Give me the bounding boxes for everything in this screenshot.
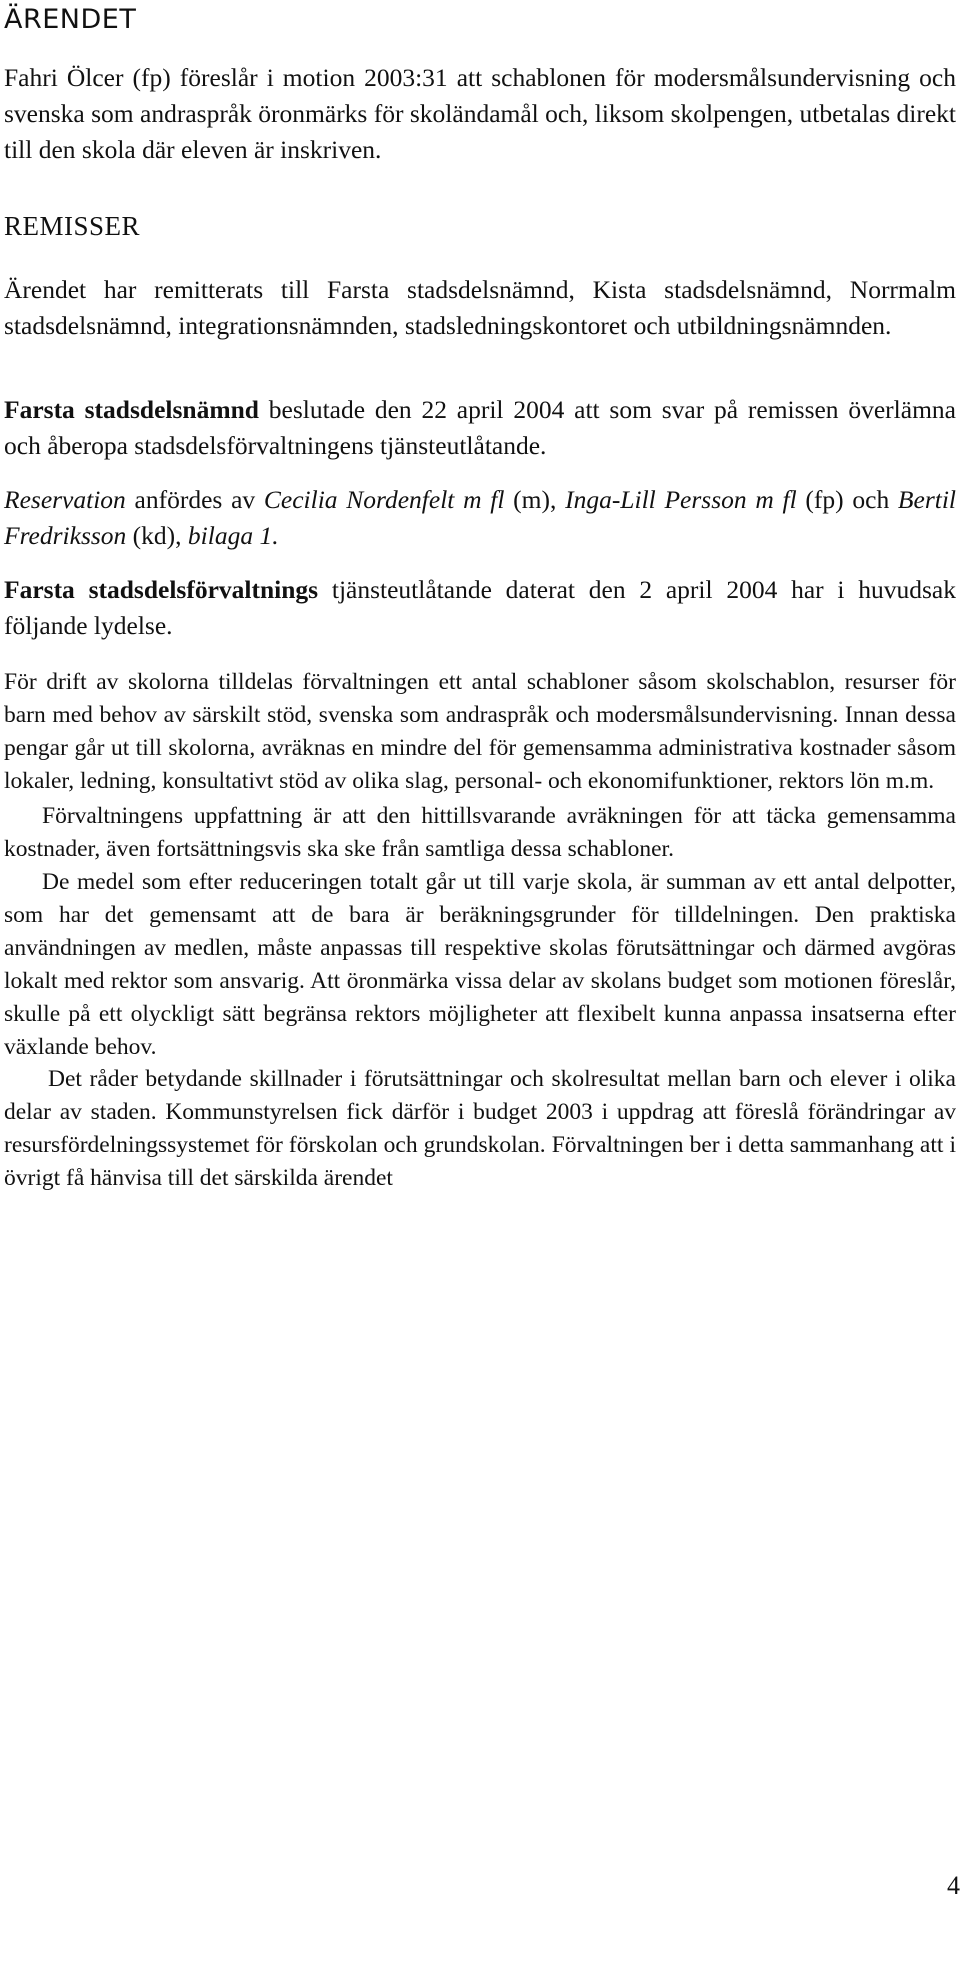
paragraph-remisser <box>4 272 956 344</box>
reservation-party-3: (kd), <box>126 521 188 550</box>
paragraph-forvaltning-intro-text: tjänsteutlåtande daterat den 2 april 2004 har i huvudsak följande lydelse. <box>4 575 956 640</box>
paragraph-farsta-stadsdelsnamnd <box>4 392 956 464</box>
paragraph-farsta-stadsdelsnamnd-text: beslutade den 22 april 2004 att som svar på remissen överlämna och åberopa stadsdelsförvaltningens tjänsteutlåtande. <box>4 395 956 460</box>
reservation-text-1: anfördes av <box>125 485 264 514</box>
bold-lead-farsta-stadsdelsforvaltnings: Farsta stadsdelsförvaltnings <box>4 575 319 604</box>
paragraph-forvaltning-intro <box>4 572 956 644</box>
heading-remisser: REMISSER <box>4 211 141 241</box>
reservation-appendix: bilaga 1. <box>187 521 279 550</box>
reservation-party-1: (m), <box>504 485 566 514</box>
paragraph-arendet-text: Fahri Ölcer (fp) föreslår i motion 2003:31 att schablonen för modersmålsundervisning och svenska som andraspråk öronmärks för skoländamål och, liksom skolpengen, utbetalas direkt till den skola där eleven är inskriven. <box>4 63 956 164</box>
paragraph-uppfattning: Förvaltningens uppfattning är att den hittillsvarande avräkningen för att täcka gemensamma kostnader, även fortsättningsvis ska ske från samtliga dessa schabloner. <box>4 803 956 862</box>
bold-lead-farsta-stadsdelsnamnd: Farsta stadsdelsnämnd <box>4 395 259 424</box>
reservation-name-2: Inga-Lill Persson m fl <box>565 485 797 514</box>
reservation-label: Reservation <box>4 485 126 514</box>
page-number: 4 <box>947 1871 960 1900</box>
paragraph-reservation <box>4 482 956 554</box>
paragraph-drift: För drift av skolorna tilldelas förvaltningen ett antal schabloner såsom skolschablon, resurser för barn med behov av särskilt stöd, svenska som andraspråk och modersmålsundervisning. Innan dessa pengar går ut till skolorna, avräknas en mindre del för gemensamma administrativa kostnader såsom lokaler, ledning, konsultativt stöd av olika slag, personal- och ekonomifunktioner, rektors lön m.m. <box>4 669 956 794</box>
paragraph-skillnader: Det råder betydande skillnader i förutsättningar och skolresultat mellan barn och elever i olika delar av staden. Kommunstyrelsen fick därför i budget 2003 i uppdrag att föreslå förändringar av resursfördelningssystemet för förskolan och grundskolan. Förvaltningen ber i detta sammanhang att i övrigt få hänvisa till det särskilda ärendet <box>4 1066 956 1191</box>
reservation-name-1: Cecilia Nordenfelt m fl <box>263 485 505 514</box>
reservation-party-2: (fp) och <box>796 485 898 514</box>
heading-arendet: ÄRENDET <box>4 4 137 35</box>
paragraph-medel: De medel som efter reduceringen totalt går ut till varje skola, är summan av ett antal delpotter, som har det gemensamt att de bara är beräkningsgrunder för tilldelningen. Den praktiska användningen av medlen, måste anpassas till respektive skolas förutsättningar och därmed avgöras lokalt med rektor som ansvarig. Att öronmärka vissa delar av skolans budget som motionen föreslår, skulle på ett olyckligt sätt begränsa rektors möjligheter att flexibelt kunna anpassa insatserna efter växlande behov. <box>4 869 956 1060</box>
reservation-name-3: Bertil Fredriksson <box>4 485 956 550</box>
paragraph-remisser-text: Ärendet har remitterats till Farsta stadsdelsnämnd, Kista stadsdelsnämnd, Norrmalm stadsdelsnämnd, integrationsnämnden, stadsledningskontoret och utbildningsnämnden. <box>4 275 956 340</box>
paragraph-arendet <box>4 60 956 168</box>
